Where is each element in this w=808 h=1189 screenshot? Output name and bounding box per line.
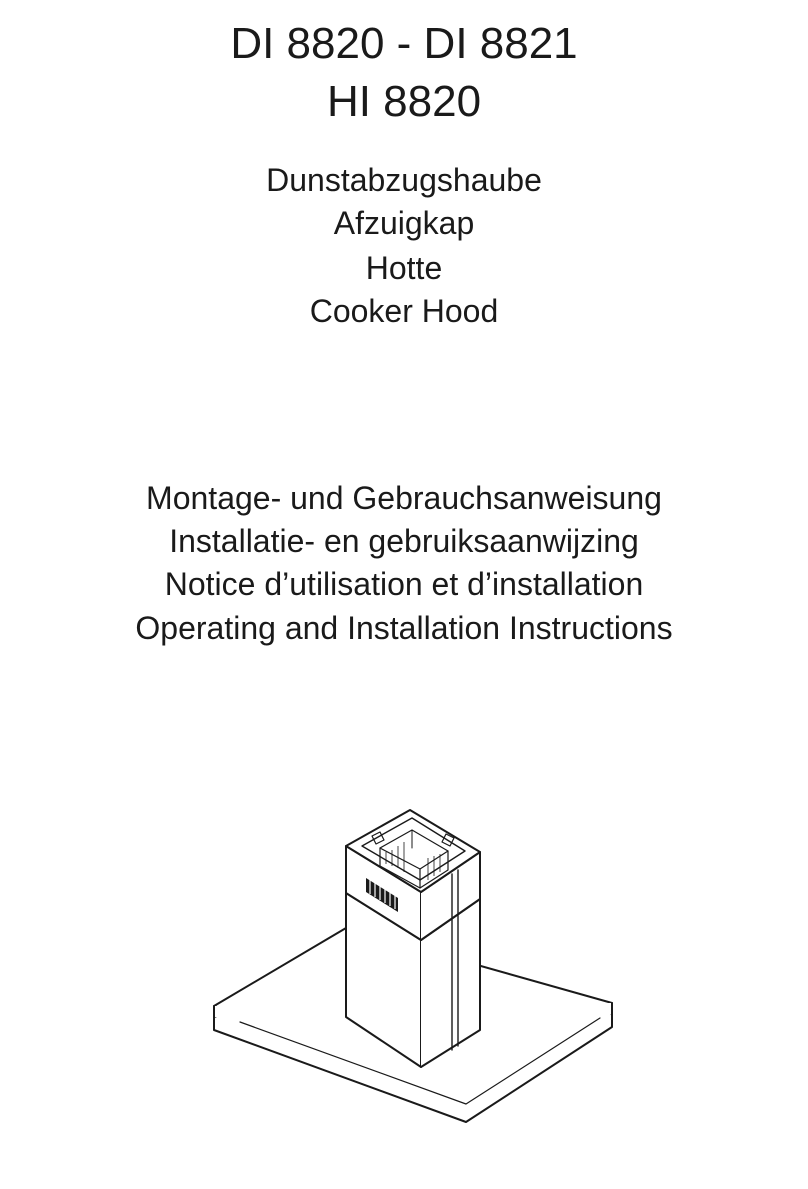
instructions-title-dutch: Installatie- en gebruiksaanwijzing — [169, 523, 639, 559]
product-name-english: Cooker Hood — [309, 293, 499, 329]
product-name-german: Dunstabzugshaube — [266, 162, 542, 198]
instructions-title-english: Operating and Installation Instructions — [135, 610, 673, 646]
island-cooker-hood-icon — [200, 808, 630, 1188]
instructions-title-french: Notice d’utilisation et d’installation — [164, 566, 644, 602]
model-numbers-line-2: HI 8820 — [326, 77, 482, 126]
product-name-french: Hotte — [365, 250, 443, 286]
model-numbers-line-1: DI 8820 - DI 8821 — [230, 19, 578, 68]
product-name-dutch: Afzuigkap — [333, 205, 475, 241]
instructions-title-german: Montage- und Gebrauchsanweisung — [146, 480, 662, 516]
